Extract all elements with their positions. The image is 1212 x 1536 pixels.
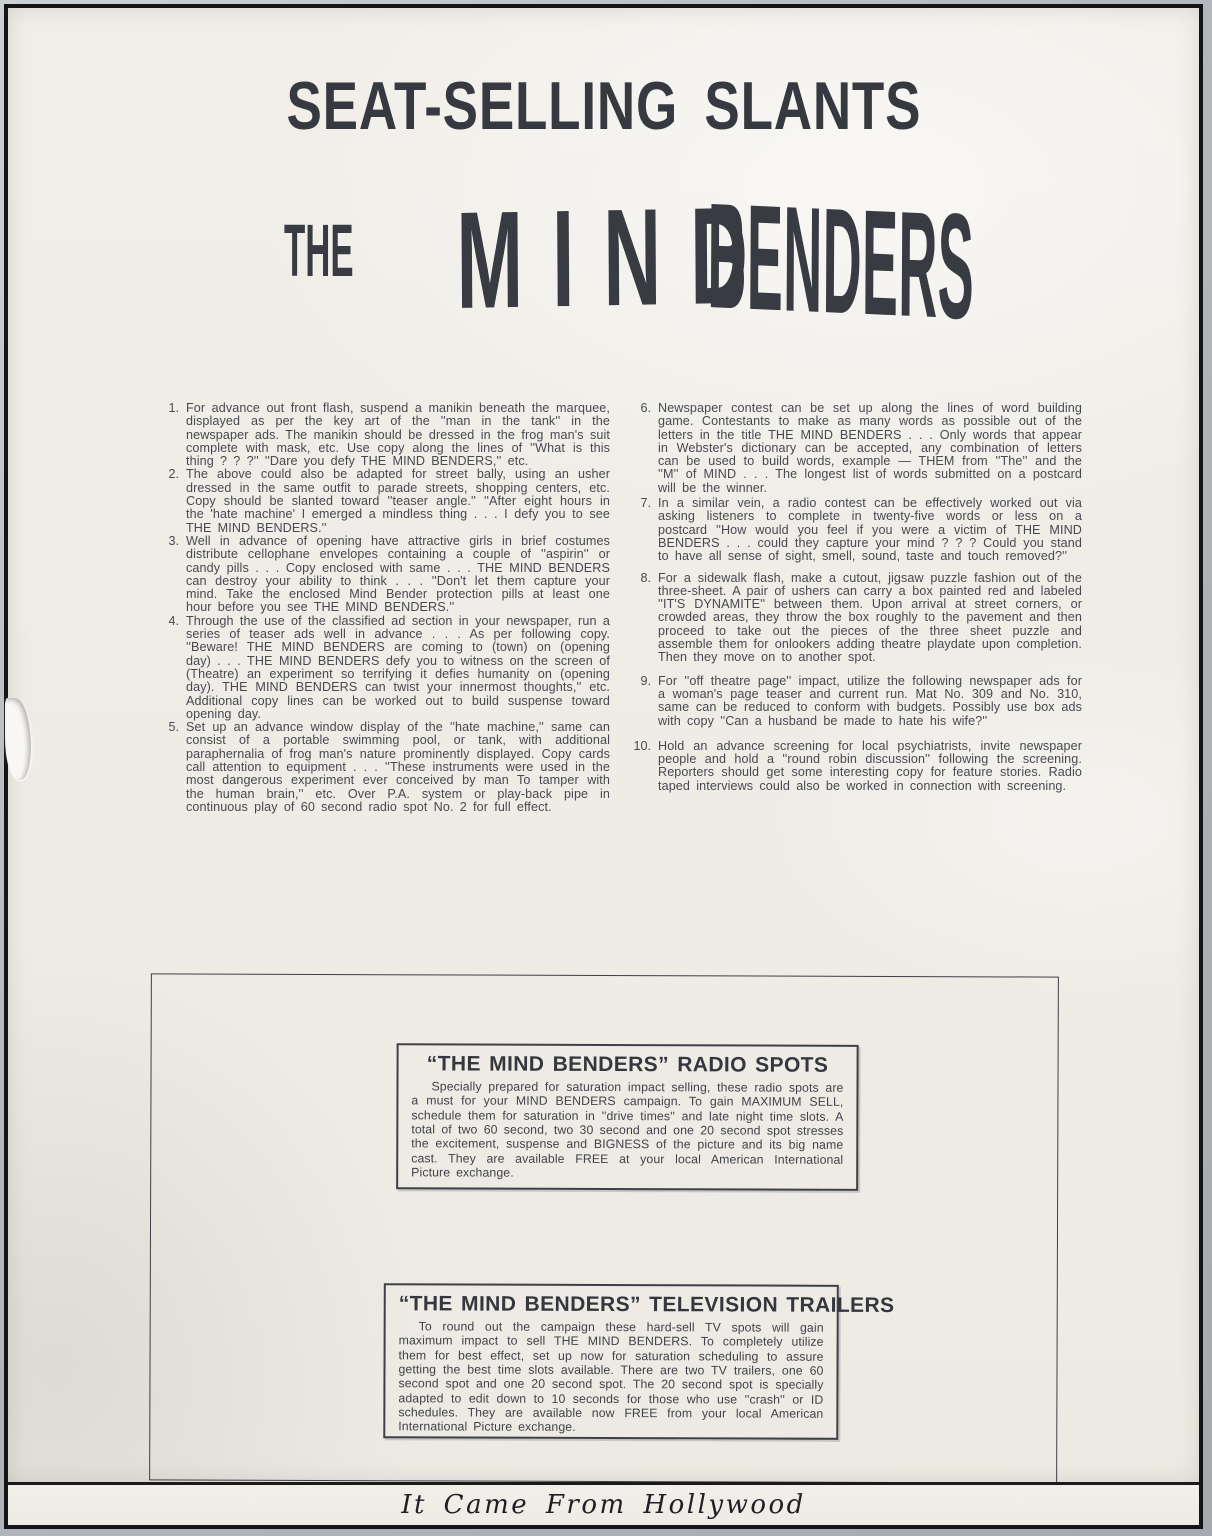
watermark-band	[8, 1482, 1199, 1525]
promo-section-box	[149, 973, 1059, 1483]
item-number: 9.	[640, 673, 651, 688]
watermark-caption: It Came From Hollywood	[401, 1490, 806, 1520]
item-number: 4.	[168, 613, 179, 628]
tv-trailers-title: “THE MIND BENDERS” TELEVISION TRAILERS	[398, 1292, 895, 1318]
item-number: 5.	[168, 720, 179, 735]
list-item	[160, 535, 610, 615]
item-text: Set up an advance window display of the ''hate machine,'' same can consist of a portable swimming pool, or tank, with additional paraphernalia of frog man's nature prominently displayed. Copy cards call attention to equipment . . . ''These instruments were used in the most dangerous experiment ever conceived by man To tamper with the human brain,'' etc. Over P.A. system or play-back pipe in continuous play of 60 second radio spot No. 2 for full effect.	[186, 720, 610, 814]
list-item	[632, 497, 1082, 563]
tips-column-left	[160, 402, 610, 814]
item-text: Newspaper contest can be set up along the lines of word building game. Contestants to make as many words as possible out of the letters in the title THE MIND BENDERS . . . Only words that appear in Webster's dictionary can be accepted, any combination of letters can be used to build words, example — THEM from ''The'' and the ''M'' of MIND . . . The longest list of words submitted on a postcard will be the winner.	[658, 401, 1082, 495]
item-number: 3.	[168, 533, 179, 548]
tips-column-right	[632, 402, 1082, 793]
logo-word-the: THE	[284, 209, 354, 292]
paper-scuff-mark	[5, 698, 31, 780]
item-number: 1.	[168, 401, 179, 415]
page-title-text: SEAT-SELLING SLANTS	[286, 68, 921, 144]
list-item	[632, 572, 1082, 665]
radio-spots-box	[396, 1043, 859, 1191]
item-text: In a similar vein, a radio contest can be effectively worked out via asking listeners to complete in twenty-five words or less on a postcard ''How would you feel if you were a victim of THE MIND BENDERS . . . could they capture your mind ? ? ? Could you stand to have all sense of sight, smell, sound, taste and touch removed?''	[658, 496, 1082, 564]
item-number: 10.	[633, 738, 651, 753]
list-item	[632, 675, 1082, 728]
item-number: 8.	[640, 570, 651, 585]
item-text: The above could also be adapted for street bally, using an usher dressed in the same outfit to parade streets, shopping centers, etc. Copy should be slanted toward ''teaser angle.'' ''After eight hours in the 'hate machine' I emerged a mindless thing . . . I defy you to see THE MIND BENDERS.''	[186, 467, 610, 535]
list-item	[160, 721, 610, 814]
page-frame	[4, 4, 1203, 1529]
item-text: Hold an advance screening for local psychiatrists, invite newspaper people and hold a ''round robin discussion'' following the screening. Reporters should get some interesting copy for feature stories. Radio taped interviews could also be worked in connection with screening.	[658, 738, 1082, 793]
list-item	[160, 402, 610, 468]
list-item	[160, 468, 610, 534]
item-text: Well in advance of opening have attractive girls in brief costumes distribute cellophane envelopes containing a couple of ''aspirin'' or candy pills . . . Copy enclosed with same . . . THE MIND BENDERS can destroy your ability to think . . . ''Don't let them capture your mind. Take the enclosed Mind Bender protection pills at least one hour before you see THE MIND BENDERS.''	[186, 533, 610, 615]
radio-spots-body: Specially prepared for saturation impact selling, these radio spots are a must for your MIND BENDERS campaign. To gain MAXIMUM SELL, schedule them for saturation in ''drive times'' and late night time slots. A total of two 60 second, two 30 second and one 20 second spot stresses the excitement, suspense and BIGNESS of the picture and its big name cast. They are available FREE at your local American International Picture exchange.	[411, 1079, 844, 1180]
page-title	[8, 68, 1199, 144]
item-number: 7.	[640, 496, 651, 511]
logo-word-mind: MIND	[455, 178, 778, 338]
item-text: For a sidewalk flash, make a cutout, jigsaw puzzle fashion out of the three-sheet. A pair of ushers can carry a box painted red and labeled ''IT'S DYNAMITE'' between them. Upon arrival at street corners, or crowded areas, they throw the box roughly to the pavement and then proceed to take out the pieces of the three sheet puzzle and assemble them for onlookers adding theatre playdate upon completion. Then they move on to another spot.	[658, 570, 1082, 665]
radio-spots-title: “THE MIND BENDERS” RADIO SPOTS	[426, 1052, 829, 1077]
list-item	[632, 740, 1082, 793]
logo-word-benders: BENDERS	[707, 171, 975, 351]
item-number: 2.	[168, 467, 179, 482]
item-text: Through the use of the classified ad section in your newspaper, run a series of teaser ads well in advance . . . As per following copy. ''Beware! THE MIND BENDERS are coming to (town) on (opening day) . . . THE MIND BENDERS defy you to witness on the screen of (Theatre) an experiment so terrifying it defies humanity on (opening day). THE MIND BENDERS can twist your innermost thoughts,'' etc. Additional copy lines can be worked out to build suspense toward opening day.	[186, 613, 610, 721]
tv-trailers-box	[383, 1283, 895, 1440]
list-item	[632, 402, 1082, 495]
item-text: For ''off theatre page'' impact, utilize the following newspaper ads for a woman's page teaser and current run. Mat No. 309 and No. 310, same can be reduced to conform with budgets. Possibly use box ads with copy ''Can a husband be made to hate his wife?''	[658, 673, 1082, 728]
tv-trailers-body: To round out the campaign these hard-sell TV spots will gain maximum impact to sell THE MIND BENDERS. To completely utilize them for best effect, set up now for saturation scheduling to assure getting the best time slots available. There are two TV trailers, one 60 second spot and one 20 second spot. The 20 second spot is specially adapted to edit down to 10 seconds for those who use ''crash'' or ID schedules. They are available now FREE from your local American International Picture exchange.	[398, 1319, 824, 1435]
item-number: 6.	[640, 401, 651, 415]
list-item	[160, 615, 610, 721]
item-text: For advance out front flash, suspend a manikin beneath the marquee, displayed as per the key art of the ''man in the tank'' in the newspaper ads. The manikin should be dressed in the frog man's suit complete with mask, etc. Use copy along the lines of ''What is this thing ? ? ?'' ''Dare you defy THE MIND BENDERS,'' etc.	[186, 401, 610, 469]
paper-surface	[8, 8, 1199, 1482]
